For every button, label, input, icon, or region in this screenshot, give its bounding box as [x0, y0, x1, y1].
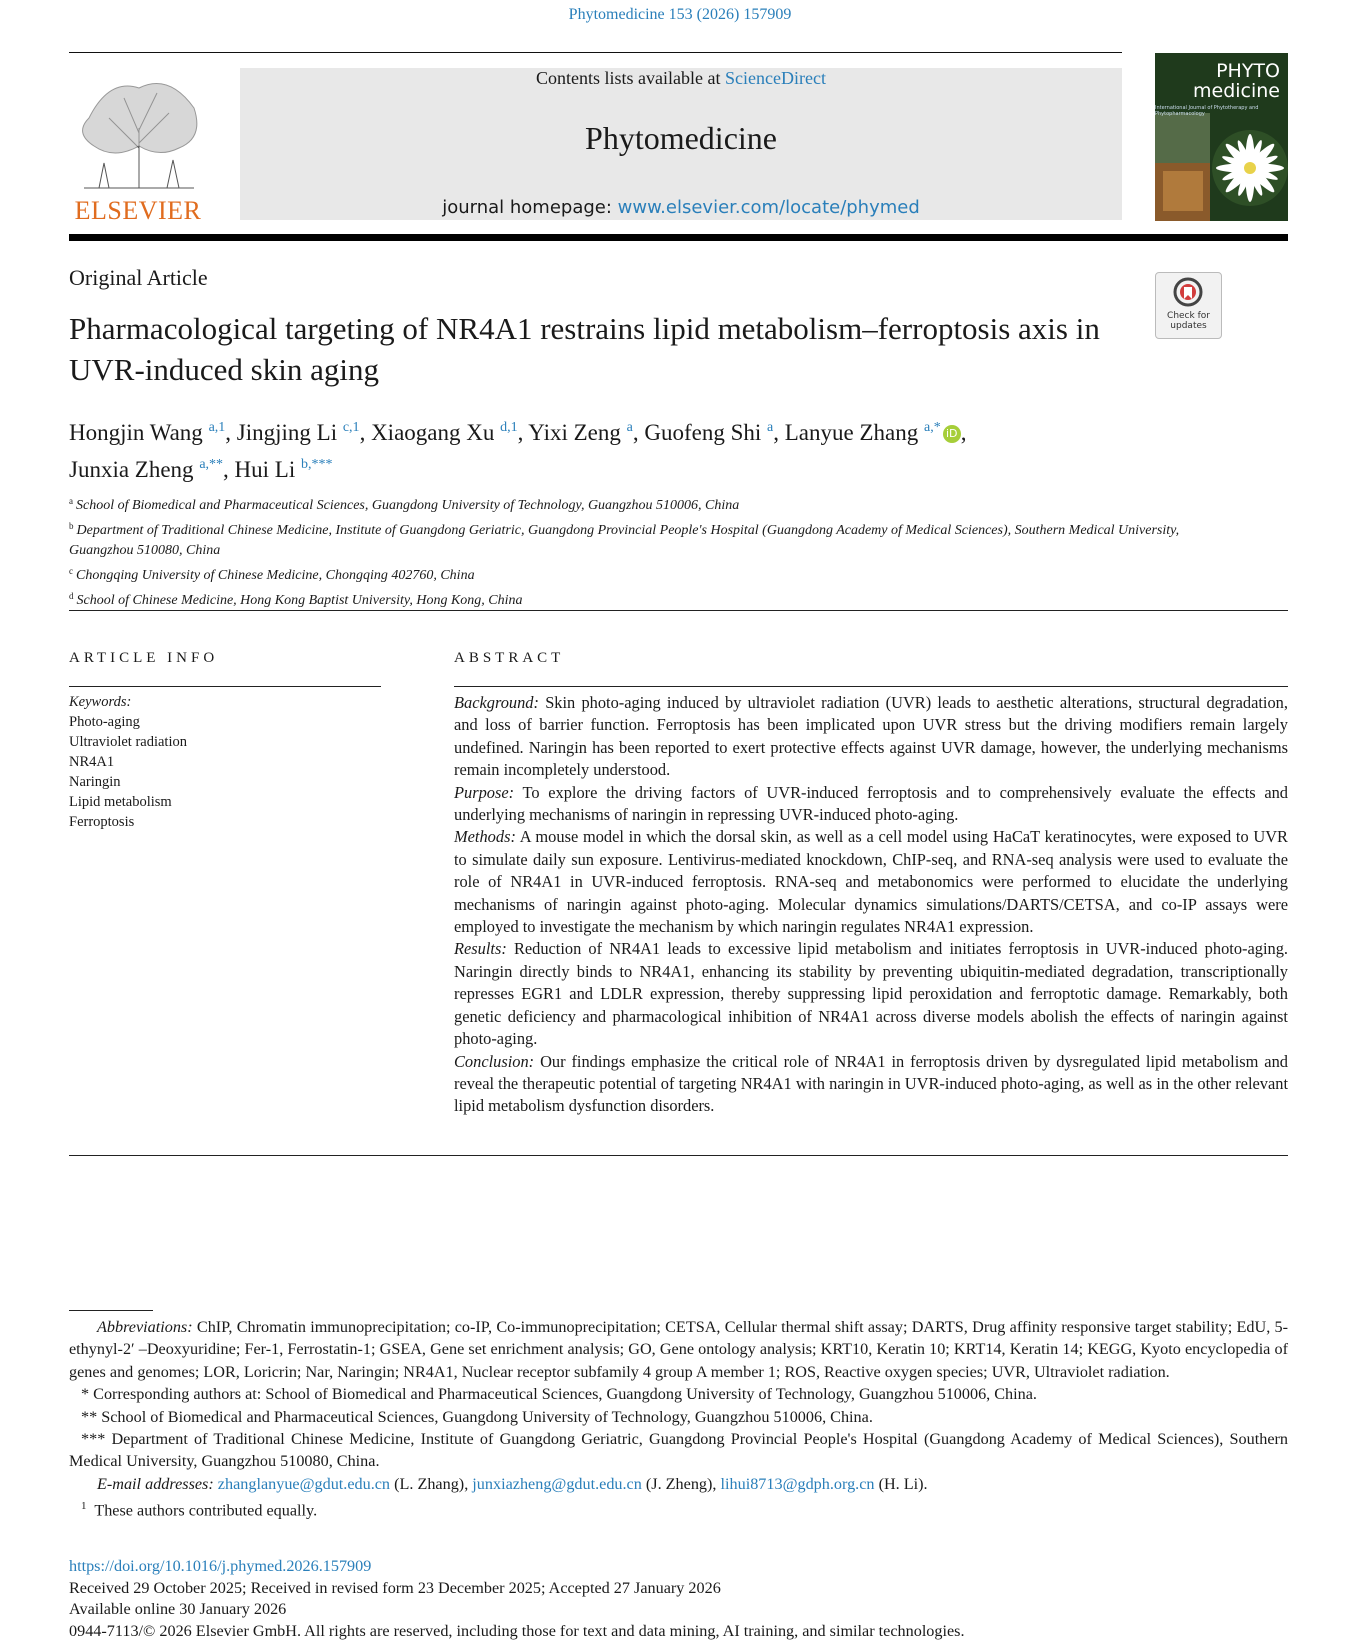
author-name[interactable]: Junxia Zheng — [69, 457, 194, 482]
abstract-body — [454, 692, 1288, 1118]
journal-cover[interactable] — [1155, 53, 1288, 221]
abstract-section: Conclusion: Our findings emphasize the critical role of NR4A1 in ferroptosis driven by dysregulated lipid metabolism and reveal the therapeutic potential of targeting NR4A1 with naringin in UVR-induced photo-aging, as well as in the other relevant lipid metabolism dysfunction disorders. — [454, 1051, 1288, 1116]
abbreviations-footnote: Abbreviations: ChIP, Chromatin immunoprecipitation; co-IP, Co-immunoprecipitation; CETSA, Cellular thermal shift assay; DARTS, Drug affinity responsive target stability; EdU, 5-ethynyl-2′ –Deoxyuridine; Fer-1, Ferrostatin-1; GSEA, Gene set enrichment analysis; GO, Gene ontology analysis; KRT10, Keratin 10; KRT14, Keratin 14; KEGG, Kyoto encyclopedia of genes and genomes; LOR, Loricrin; Nar, Naringin; NR4A1, Nuclear receptor subfamily 4 group A member 1; ROS, Reactive oxygen species; UVR, Ultraviolet radiation. — [69, 1318, 1289, 1381]
abstract-section: Background: Skin photo-aging induced by ultraviolet radiation (UVR) leads to aesthetic alterations, structural degradation, and loss of barrier function. Ferroptosis has been implicated upon UVR stress but the driving modifiers remain largely undefined. Naringin has been reported to exert protective effects against UVR damage, however, the underlying mechanisms remain incompletely understood. — [454, 693, 1288, 780]
article-info-rule — [69, 686, 381, 687]
corresponding-footnote: *** Department of Traditional Chinese Medicine, Institute of Guangdong Geriatric, Guangdong Provincial People's Hospital (Guangdong Academy of Medical Sciences), Southern Medical University, Guangzhou 510080, China. — [69, 1430, 1288, 1471]
copyright-line: 0944-7113/© 2026 Elsevier GmbH. All rights are reserved, including those for text and data mining, AI training, and similar technologies. — [69, 1621, 965, 1640]
author-sup[interactable]: c,1 — [342, 420, 360, 435]
abstract-bottom-rule — [69, 1155, 1288, 1156]
header-thick-rule — [69, 234, 1288, 241]
keywords-label: Keywords: — [69, 694, 132, 710]
author-sup[interactable]: a,** — [199, 457, 224, 472]
keywords-list — [69, 692, 187, 832]
author-sup[interactable]: b,*** — [300, 457, 333, 472]
abstract-heading: ABSTRACT — [454, 650, 565, 666]
email-link[interactable]: junxiazheng@gdut.edu.cn — [472, 1474, 642, 1493]
keyword-item: Ferroptosis — [69, 814, 135, 830]
doi-link[interactable]: https://doi.org/10.1016/j.phymed.2026.157909 — [69, 1557, 372, 1575]
abstract-section: Results: Reduction of NR4A1 leads to excessive lipid metabolism and initiates ferroptosis in UVR-induced photo-aging. Naringin directly binds to NR4A1, enhancing its stability by preventing ubiquitin-mediated degradation, transcriptionally represses EGR1 and LDLR expression, thereby suppressing lipid peroxidation and ferroptotic damage. Remarkably, both genetic deficiency and pharmacological inhibition of NR4A1 across diverse models abolish the effects of naringin against photo-aging. — [454, 939, 1288, 1049]
keyword-item: Naringin — [69, 774, 121, 790]
author-name[interactable]: Yixi Zeng — [528, 420, 621, 445]
journal-reference-link[interactable]: Phytomedicine 153 (2026) 157909 — [568, 6, 792, 23]
keyword-item: Lipid metabolism — [69, 794, 172, 810]
abstract-rule — [454, 686, 1288, 687]
affiliations — [69, 491, 1219, 611]
orcid-icon[interactable]: iD — [943, 425, 961, 443]
corresponding-footnote: * Corresponding authors at: School of Biomedical and Pharmaceutical Sciences, Guangdong University of Technology, Guangzhou 510006, China. — [81, 1385, 1037, 1404]
author-name[interactable]: Hongjin Wang — [69, 420, 203, 445]
cover-title — [1193, 61, 1280, 101]
corresponding-footnote: ** School of Biomedical and Pharmaceutical Sciences, Guangdong University of Technology, Guangzhou 510006, China. — [81, 1407, 873, 1426]
available-online: Available online 30 January 2026 — [69, 1600, 287, 1618]
affiliation-item: $^d$ School of Chinese Medicine, Hong Kong Baptist University, Hong Kong, China — [69, 591, 523, 608]
keyword-item: NR4A1 — [69, 754, 115, 770]
article-info-heading: ARTICLE INFO — [69, 650, 219, 666]
affiliation-item: $^b$ Department of Traditional Chinese Medicine, Institute of Guangdong Geriatric, Guangdong Provincial People's Hospital (Guangdong Academy of Medical Sciences), Southern Medical University, Guangzhou 510080, China — [69, 521, 1180, 558]
cover-subtitle: International Journal of Phytotherapy and Phytopharmacology — [1155, 105, 1259, 117]
section-divider — [69, 610, 1288, 611]
author-name[interactable]: Guofeng Shi — [644, 420, 762, 445]
homepage-line — [240, 197, 1122, 218]
received-dates: Received 29 October 2025; Received in revised form 23 December 2025; Accepted 27 January 2026 — [69, 1578, 721, 1597]
article-type: Original Article — [69, 265, 208, 290]
check-for-updates-badge[interactable] — [1155, 272, 1222, 339]
author-sup[interactable]: a,1 — [208, 420, 226, 435]
homepage-prefix: journal homepage: — [442, 197, 612, 218]
contents-line — [240, 68, 1122, 89]
contents-prefix: Contents lists available at — [536, 68, 721, 88]
check-updates-icon — [1156, 273, 1221, 311]
abstract-section: Methods: A mouse model in which the dorsal skin, as well as a cell model using HaCaT keratinocytes, were exposed to UVR to simulate daily sun exposure. Lentivirus-mediated knockdown, ChIP-seq, and RNA-seq analysis were used to evaluate the role of NR4A1 in UVR-induced ferroptosis. RNA-seq and metabonomics were performed to elucidate the underlying mechanisms of naringin against photo-aging. Molecular dynamics simulations/DARTS/CETSA, and co-IP assays were employed to investigate the mechanism by which naringin regulates NR4A1 expression. — [454, 827, 1288, 937]
footnotes — [69, 1316, 1288, 1522]
author-sup[interactable]: d,1 — [500, 420, 518, 435]
abstract-section: Purpose: To explore the driving factors of UVR-induced ferroptosis and to comprehensively evaluate the effects and underlying mechanisms of naringin in repressing UVR-induced photo-aging. — [454, 782, 1288, 825]
email-link[interactable]: zhanglanyue@gdut.edu.cn — [217, 1474, 391, 1493]
footnote-rule — [69, 1310, 153, 1311]
cover-title-line2: medicine — [1193, 80, 1280, 102]
author-name[interactable]: Xiaogang Xu — [371, 420, 495, 445]
author-sup[interactable]: a — [626, 420, 633, 435]
sciencedirect-link[interactable]: ScienceDirect — [725, 68, 826, 88]
keyword-item: Photo-aging — [69, 714, 140, 730]
affiliation-item: $^a$ School of Biomedical and Pharmaceutical Sciences, Guangdong University of Technology, Guangzhou 510006, China — [69, 496, 740, 513]
top-rule — [69, 52, 1122, 53]
keyword-item: Ultraviolet radiation — [69, 734, 187, 750]
email-footnote: E-mail addresses: zhanglanyue@gdut.edu.cn (L. Zhang), junxiazheng@gdut.edu.cn (J. Zheng), lihui8713@gdph.org.cn (H. Li). — [97, 1474, 928, 1493]
author-sup[interactable]: a — [767, 420, 774, 435]
publication-footer — [69, 1556, 1288, 1642]
author-sup[interactable]: a,* — [923, 420, 941, 435]
author-name[interactable]: Hui Li — [234, 457, 296, 482]
email-link[interactable]: lihui8713@gdph.org.cn — [720, 1474, 875, 1493]
homepage-link[interactable]: www.elsevier.com/locate/phymed — [617, 197, 920, 218]
publisher-logo-text: ELSEVIER — [74, 196, 202, 225]
article-title: Pharmacological targeting of NR4A1 restrains lipid metabolism–ferroptosis axis in UVR-induced skin aging — [69, 311, 1100, 387]
author-name[interactable]: Lanyue Zhang — [784, 420, 919, 445]
author-name[interactable]: Jingjing Li — [236, 420, 338, 445]
cover-title-line1: PHYTO — [1216, 60, 1280, 82]
author-list: Hongjin Wang $^{a,1}$, Jingjing Li $^{c,1}$, Xiaogang Xu $^{d,1}$, Yixi Zeng $^a$, Guofeng Shi $^a$, Lanyue Zhang $^{a,*}$ iD , Junxia Zheng $^{a,**}$, Hui Li $^{b,***}$ — [69, 420, 967, 482]
affiliation-item: $^c$ Chongqing University of Chinese Medicine, Chongqing 402760, China — [69, 566, 475, 583]
journal-name: Phytomedicine — [585, 120, 777, 156]
equal-contribution-footnote: $^1$ These authors contributed equally. — [81, 1500, 318, 1520]
check-updates-label: Check for updates — [1167, 311, 1210, 331]
